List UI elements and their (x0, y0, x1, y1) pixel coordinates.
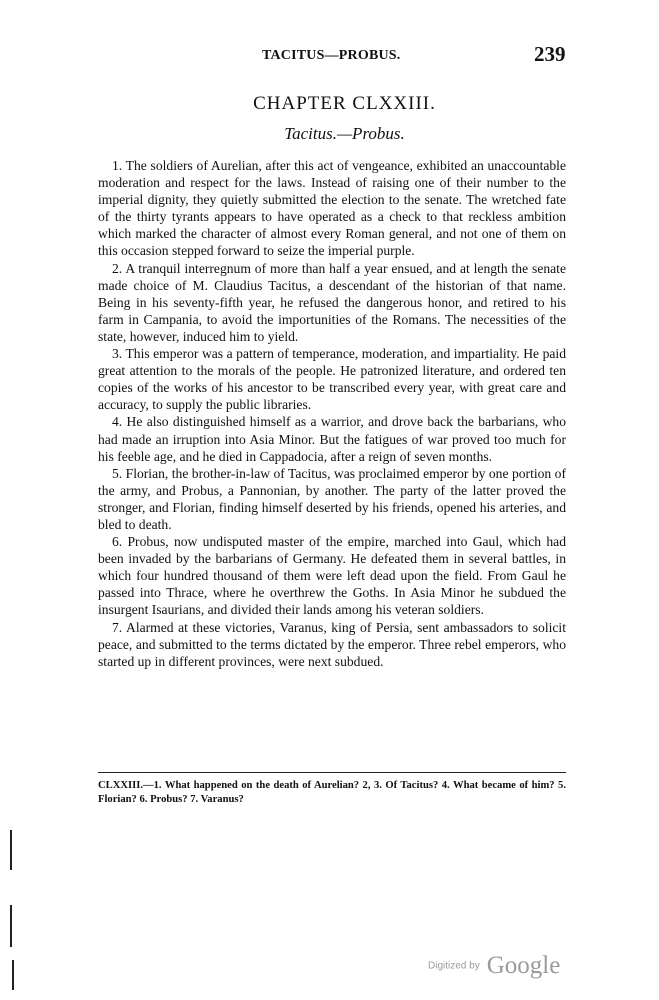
margin-mark (10, 905, 12, 947)
paragraph-7: 7. Alarmed at these victories, Varanus, king of Persia, sent ambassadors to solicit peace, and submitted to the terms dictated by the emperor. Three rebel emperors, who started up in different provinces, were next subdued. (98, 619, 566, 669)
margin-mark (12, 960, 14, 990)
paragraph-3: 3. This emperor was a pattern of temperance, moderation, and impartiality. He paid great attention to the morals of the people. He patronized literature, and ordered ten copies of the works of his ancestor to be transcribed every year, with great care and accuracy, to supply the public libraries. (98, 346, 566, 413)
chapter-body (98, 157, 566, 670)
chapter-heading: CHAPTER CLXXIII. (253, 93, 436, 114)
running-title: TACITUS—PROBUS. (262, 48, 401, 63)
paragraph-2: 2. A tranquil interregnum of more than half a year ensued, and at length the senate made choice of M. Claudius Tacitus, a descendant of the historian of that name. Being in his seventy-fifth year, he refused the dangerous honor, and retired to his farm in Campania, to avoid the importunities of the Romans. The necessities of the state, however, induced him to yield. (98, 260, 566, 344)
page-number: 239 (534, 42, 566, 66)
study-questions: CLXXIII.—1. What happened on the death of Aurelian? 2, 3. Of Tacitus? 4. What became of him? 5. Florian? 6. Probus? 7. Varanus? (98, 780, 566, 805)
paragraph-4: 4. He also distinguished himself as a warrior, and drove back the barbarians, who had made an irruption into Asia Minor. But the fatigues of war proved too much for his feeble age, and he died in Cappadocia, after a reign of seven months. (98, 414, 566, 464)
margin-mark (10, 830, 12, 870)
chapter-subtitle: Tacitus.—Probus. (284, 124, 405, 143)
paragraph-1: 1. The soldiers of Aurelian, after this act of vengeance, exhibited an unaccountable moderation and respect for the laws. Instead of raising one of their number to the imperial dignity, they quietly submitted the election to the senate. The wretched fate of the thirty tyrants appears to have operated as a check to that reckless ambition which marked the character of almost every Roman general, and not one of them on this occasion stepped forward to seize the imperial purple. (98, 158, 566, 259)
digitization-watermark (428, 952, 560, 980)
paragraph-6: 6. Probus, now undisputed master of the empire, marched into Gaul, which had been invaded by the barbarians of Germany. He defeated them in several battles, in which four hundred thousand of them were left dead upon the field. From Gaul he passed into Thrace, where he overthrew the Goths. In Asia Minor he subdued the insurgent Isaurians, and divided their lands among his veteran soldiers. (98, 534, 566, 618)
running-head (0, 42, 659, 72)
paragraph-5: 5. Florian, the brother-in-law of Tacitus, was proclaimed emperor by one portion of the army, and Probus, a Pannonian, by another. The party of the latter proved the stronger, and Florian, finding himself deserted by his friends, opened his arteries, and bled to death. (98, 465, 566, 532)
footnote-divider (98, 772, 566, 773)
google-logo: Google (486, 952, 561, 979)
watermark-prefix: Digitized by (428, 960, 480, 972)
